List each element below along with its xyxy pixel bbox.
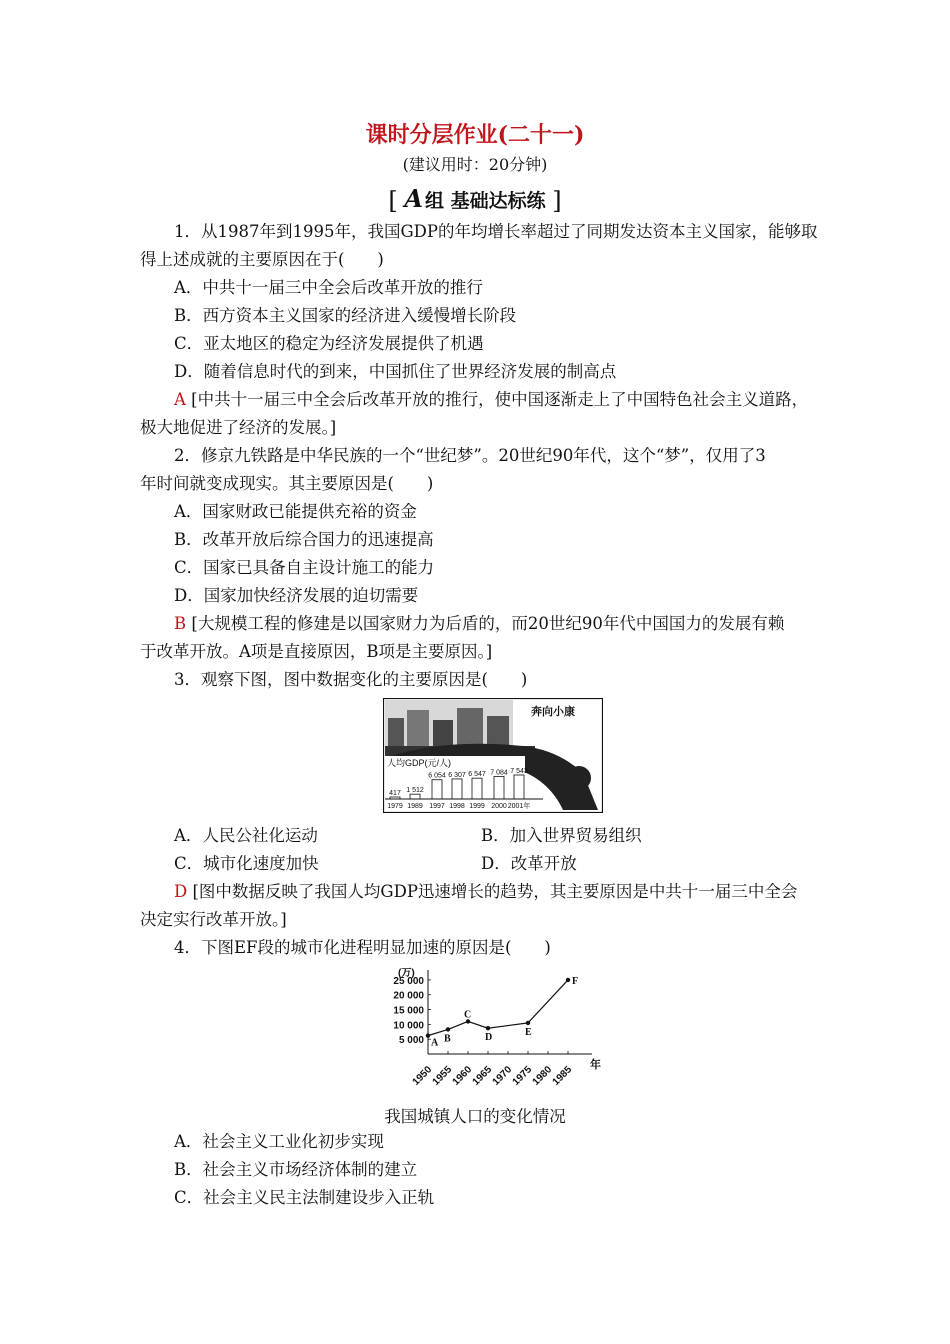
- page-title: 课时分层作业(二十一): [365, 122, 585, 148]
- gdp-value-label-2000: 7 084: [490, 769, 508, 777]
- group-label: 组 基础达标练: [425, 190, 546, 212]
- urban-chart-caption: 我国城镇人口的变化情况: [384, 1107, 566, 1126]
- urban-point-label-F: F: [572, 975, 579, 987]
- bracket-open: [: [388, 187, 398, 215]
- gdp-bar-2001: [514, 775, 524, 799]
- urban-point-E: [526, 1021, 530, 1025]
- gdp-category-label-1998: 1998: [449, 803, 465, 810]
- urban-population-line-chart: [360, 962, 610, 1097]
- urban-point-B: [446, 1027, 450, 1031]
- urban-x-tick-label: 1965: [470, 1064, 495, 1088]
- gdp-category-label-2001: 2001年: [507, 803, 531, 810]
- urban-series-line: [428, 980, 568, 1036]
- urban-point-label-D: D: [485, 1032, 493, 1044]
- q2-option-a: A．国家财政已能提供充裕的资金: [174, 502, 417, 521]
- q1-answer: A: [174, 390, 186, 409]
- gdp-value-label-1989: 1 512: [406, 787, 424, 795]
- gdp-category-label-1999: 1999: [469, 803, 485, 810]
- gdp-bar-2000: [494, 776, 504, 799]
- q1-option-b: B．西方资本主义国家的经济进入缓慢增长阶段: [174, 306, 517, 325]
- urban-x-tick-label: 1970: [490, 1064, 515, 1088]
- q4-option-b: B．社会主义市场经济体制的建立: [174, 1160, 418, 1179]
- gdp-chart-figure: [383, 698, 603, 813]
- q3-option-d: D．改革开放: [481, 854, 577, 873]
- urban-x-tick-label: 1985: [550, 1064, 575, 1088]
- urban-y-tick-label: 15 000: [393, 1005, 424, 1017]
- q3-stem: 3．观察下图，图中数据变化的主要原因是( ): [174, 670, 528, 689]
- urban-y-tick-label: 10 000: [393, 1020, 424, 1032]
- q1-stem-line2: 得上述成就的主要原因在于( ): [140, 250, 384, 269]
- urban-point-label-A: A: [431, 1037, 439, 1049]
- q2-stem-line1: 2．修京九铁路是中华民族的一个“世纪梦”。20世纪90年代，这个“梦”，仅用了3: [174, 446, 766, 465]
- urban-x-tick-label: 1960: [450, 1064, 475, 1088]
- urban-y-tick-label: 25 000: [393, 975, 424, 987]
- urban-point-D: [486, 1026, 490, 1030]
- gdp-y-label: 人均GDP(元/人): [387, 758, 451, 768]
- q4-stem: 4．下图EF段的城市化进程明显加速的原因是( ): [174, 938, 551, 957]
- gdp-bar-chart: [383, 698, 603, 813]
- gdp-bar-1999: [472, 778, 482, 799]
- gdp-bar-1989: [410, 794, 420, 799]
- q3-option-b: B．加入世界贸易组织: [481, 826, 642, 845]
- q2-option-c: C．国家已具备自主设计施工的能力: [174, 558, 435, 577]
- gdp-bar-1997: [432, 780, 442, 799]
- q4-option-c: C．社会主义民主法制建设步入正轨: [174, 1188, 435, 1207]
- q3-explanation-line2: 决定实行改革开放。]: [140, 910, 287, 929]
- q3-explanation-line1: D [图中数据反映了我国人均GDP迅速增长的趋势，其主要原因是中共十一届三中全会: [174, 882, 798, 901]
- bracket-close: ]: [552, 187, 562, 215]
- time-hint: (建议用时：20分钟): [402, 155, 548, 174]
- group-letter: A: [404, 184, 423, 213]
- q2-explanation-line1: B [大规模工程的修建是以国家财力为后盾的，而20世纪90年代中国国力的发展有赖: [174, 614, 785, 633]
- gdp-bar-1998: [452, 779, 462, 799]
- gdp-category-label-1979: 1979: [387, 803, 403, 810]
- q3-option-c: C．城市化速度加快: [174, 854, 319, 873]
- q1-explanation-line1: A [中共十一届三中全会后改革开放的推行，使中国逐渐走上了中国特色社会主义道路，: [174, 390, 809, 409]
- q2-option-d: D．国家加快经济发展的迫切需要: [174, 586, 419, 605]
- q2-explanation-line2: 于改革开放。A项是直接原因，B项是主要原因。]: [140, 642, 493, 661]
- gdp-value-label-1997: 6 054: [428, 772, 446, 780]
- gdp-value-label-1979: 417: [389, 790, 401, 797]
- q3-answer: D: [174, 882, 188, 901]
- gdp-value-label-1999: 6 547: [468, 771, 486, 779]
- gdp-value-label-1998: 6 307: [448, 771, 466, 779]
- q3-option-a: A．人民公社化运动: [174, 826, 318, 845]
- urban-x-tick-label: 1950: [410, 1064, 435, 1088]
- gdp-value-label-2001: 7 543: [510, 768, 528, 775]
- gdp-category-label-2000: 2000: [491, 803, 507, 810]
- q4-option-a: A．社会主义工业化初步实现: [174, 1132, 384, 1151]
- q1-option-a: A．中共十一届三中全会后改革开放的推行: [174, 278, 483, 297]
- gdp-category-label-1989: 1989: [407, 803, 423, 810]
- urban-point-F: [566, 978, 570, 982]
- urban-y-unit: (万): [398, 968, 415, 979]
- urban-y-tick-label: 5 000: [398, 1035, 424, 1047]
- urban-y-tick-label: 20 000: [393, 990, 424, 1002]
- q2-answer: B: [174, 614, 187, 633]
- urban-x-unit: 年: [590, 1059, 601, 1071]
- q2-option-b: B．改革开放后综合国力的迅速提高: [174, 530, 434, 549]
- urban-point-A: [426, 1033, 430, 1037]
- q1-stem-line1: 1．从1987年到1995年，我国GDP的年均增长率超过了同期发达资本主义国家，能够取: [174, 222, 818, 241]
- urban-x-tick-label: 1955: [430, 1064, 455, 1088]
- q1-option-c: C．亚太地区的稳定为经济发展提供了机遇: [174, 334, 484, 353]
- q1-explanation-line2: 极大地促进了经济的发展。]: [140, 418, 337, 437]
- urban-point-label-E: E: [525, 1026, 532, 1038]
- gdp-category-label-1997: 1997: [429, 803, 445, 810]
- q1-option-d: D．随着信息时代的到来，中国抓住了世界经济发展的制高点: [174, 362, 617, 381]
- urban-population-figure: [360, 962, 610, 1097]
- q2-stem-line2: 年时间就变成现实。其主要原因是( ): [140, 474, 434, 493]
- group-heading: [0, 184, 950, 215]
- gdp-chart-title: 奔向小康: [531, 706, 575, 718]
- urban-x-tick-label: 1980: [530, 1064, 555, 1088]
- urban-x-tick-label: 1975: [510, 1064, 535, 1088]
- urban-point-label-C: C: [464, 1009, 472, 1021]
- urban-point-label-B: B: [444, 1033, 451, 1045]
